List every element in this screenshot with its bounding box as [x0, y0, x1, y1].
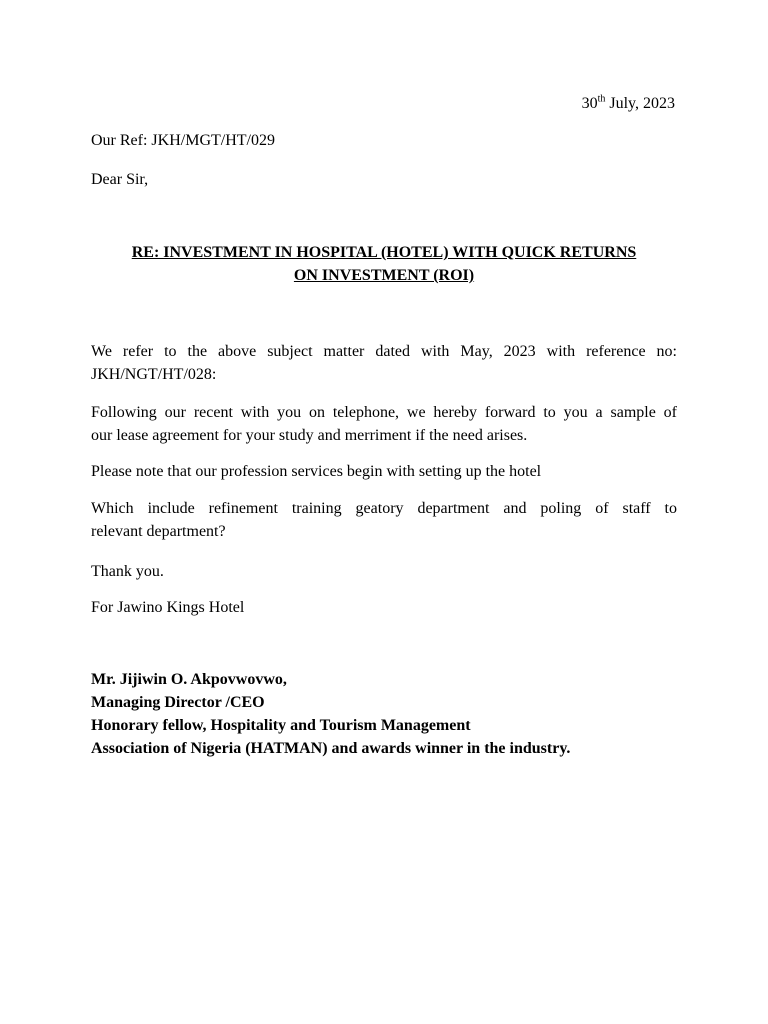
date-day: 30 — [581, 95, 598, 112]
signatory-honor-line-1: Honorary fellow, Hospitality and Tourism Management — [91, 717, 471, 734]
letter-date — [582, 94, 675, 114]
subject-line-1: RE: INVESTMENT IN HOSPITAL (HOTEL) WITH QUICK RETURNS — [131, 244, 637, 261]
reference-line: Our Ref: JKH/MGT/HT/029 — [91, 132, 275, 149]
subject-heading — [91, 241, 677, 287]
paragraph-training-line-2: relevant department? — [91, 523, 226, 540]
salutation: Dear Sir, — [91, 171, 149, 188]
date-month-year: July, 2023 — [605, 95, 675, 112]
subject-line-2: ON INVESTMENT (ROI) — [293, 267, 475, 284]
paragraph-training — [91, 497, 677, 543]
closing-thanks: Thank you. — [91, 563, 164, 580]
signatory-name: Mr. Jijiwin O. Akpovwovwo, — [91, 671, 287, 688]
paragraph-reference — [91, 340, 677, 386]
paragraph-lease-line-2: our lease agreement for your study and merriment if the need arises. — [91, 427, 528, 444]
paragraph-reference-line-2: JKH/NGT/HT/028: — [91, 366, 217, 383]
paragraph-training-line-1: Which include refinement training geatory department and poling of staff to — [91, 500, 677, 517]
paragraph-lease — [91, 401, 677, 447]
closing-company: For Jawino Kings Hotel — [91, 599, 245, 616]
date-suffix: th — [597, 93, 606, 105]
signature-block — [91, 668, 570, 760]
signatory-honor-line-2: Association of Nigeria (HATMAN) and awards winner in the industry. — [91, 740, 571, 757]
paragraph-services: Please note that our profession services begin with setting up the hotel — [91, 463, 542, 480]
paragraph-lease-line-1: Following our recent with you on telephone, we hereby forward to you a sample of — [91, 404, 677, 421]
paragraph-reference-line-1: We refer to the above subject matter dated with May, 2023 with reference no: — [91, 343, 677, 360]
signatory-title: Managing Director /CEO — [91, 694, 265, 711]
